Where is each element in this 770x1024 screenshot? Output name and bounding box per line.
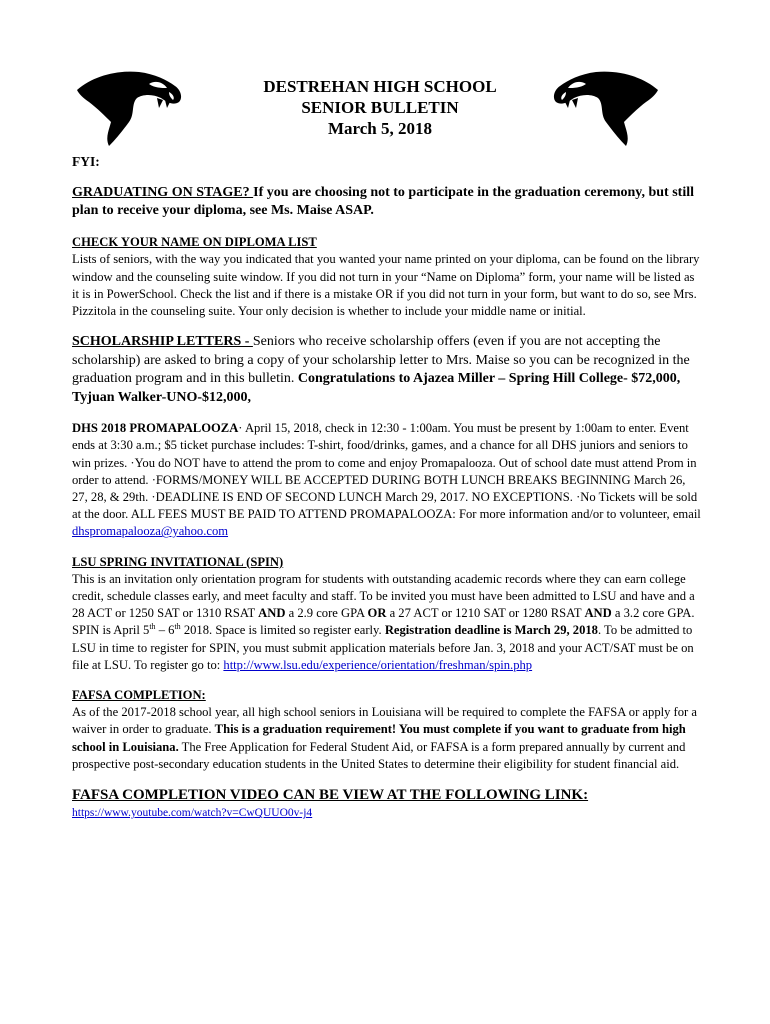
panther-logo-right bbox=[550, 68, 660, 148]
fafsa-video-link[interactable]: https://www.youtube.com/watch?v=CwQUUO0v-j4 bbox=[72, 807, 313, 820]
prom-text: · April 15, 2018, check in 12:30 - 1:00am. You must be present by 1:00am to enter. Event ends at 3:30 a.m.; $5 ticket purchase includes: T-shirt, food/drinks, games, and a chance for all DHS juniors and seniors to win prizes. ·You do NOT have to attend the prom to come and enjoy Promapalooza. Out of school date must attend Prom in order to attend. ·FORMS/MONEY WILL BE ACCEPTED DURING BOTH LUNCH BREAKS BEGINNING March 26, 27, 28, & 29th. ·DEADLINE IS END OF SECOND LUNCH March 29, 2017. NO EXCEPTIONS. ·No Tickets will be sold at the door. ALL FEES MUST BE PAID TO ATTEND PROMAPALOOZA: For more information and/or to volunteer, email bbox=[72, 421, 701, 522]
bulletin-header bbox=[230, 76, 530, 139]
fafsa-text-2: The Free Application for Federal Student Aid, or FAFSA is a form prepared annually by current and prospective post-secondary education students in the United States to determine their eligibility for student financial aid. bbox=[72, 739, 686, 771]
fafsa-heading: FAFSA COMPLETION: bbox=[72, 688, 206, 703]
graduating-section bbox=[72, 184, 702, 220]
lsu-text-6: 2018. Space is limited so register early. bbox=[180, 623, 385, 638]
fyi-label: FYI: bbox=[72, 154, 100, 169]
lsu-text-4: a 3.2 core GPA. SPIN is April 5 bbox=[72, 606, 695, 638]
lsu-and-2: AND bbox=[584, 606, 612, 621]
scholarship-heading: SCHOLARSHIP LETTERS - bbox=[72, 334, 253, 350]
fafsa-video-heading: FAFSA COMPLETION VIDEO CAN BE VIEW AT THE FOLLOWING LINK: bbox=[72, 787, 589, 804]
diploma-text: Lists of seniors, with the way you indicated that you wanted your name printed on your diploma, can be found on the library window and the counseling suite window. If you did not turn in your “Name on Diploma” form, your name will be listed as it is in PowerSchool. Check the list and if there is a mistake OR if you did not turn in your form, but want to do so, see Mrs. Pizzitola in the counseling suite. Your only decision is whether to include your middle name or initial. bbox=[72, 252, 700, 319]
prom-section bbox=[72, 420, 702, 540]
lsu-text-3: a 27 ACT or 1210 SAT or 1280 RSAT bbox=[386, 606, 585, 621]
lsu-text-7: . To be admitted to LSU in time to register for SPIN, you must submit application materials before Jan. 3, 2018 and your ACT/SAT must be on file at LSU. To register go to: bbox=[72, 623, 694, 672]
scholarship-section bbox=[72, 333, 702, 407]
scholarship-congrats: Congratulations to Ajazea Miller – Spring Hill College- $72,000, Tyjuan Walker-UNO-$12,000, bbox=[72, 371, 681, 405]
lsu-deadline: Registration deadline is March 29, 2018 bbox=[384, 623, 598, 638]
graduating-text: If you are choosing not to participate in the graduation ceremony, but still plan to receive your diploma, see Ms. Maise ASAP. bbox=[72, 185, 695, 219]
lsu-text-5: – 6 bbox=[155, 623, 175, 638]
lsu-or: OR bbox=[367, 606, 387, 621]
fafsa-requirement: This is a graduation requirement! You must complete if you want to graduate from high school in Louisiana. bbox=[72, 722, 686, 754]
bulletin-title: SENIOR BULLETIN bbox=[301, 98, 459, 117]
lsu-text bbox=[72, 571, 702, 674]
scholarship-text: Seniors who receive scholarship offers (even if you are not accepting the scholarship) are asked to bring a copy of your scholarship letter to Mrs. Maise so you can be recognized in the graduation program and in this bulletin. bbox=[72, 334, 690, 387]
lsu-sup-2: th bbox=[174, 622, 181, 632]
diploma-heading: CHECK YOUR NAME ON DIPLOMA LIST bbox=[72, 235, 317, 250]
prom-heading: DHS 2018 PROMAPALOOZA bbox=[72, 421, 239, 436]
school-name: DESTREHAN HIGH SCHOOL bbox=[263, 77, 497, 96]
prom-email-link[interactable]: dhspromapalooza@yahoo.com bbox=[72, 524, 229, 539]
lsu-and-1: AND bbox=[258, 606, 286, 621]
lsu-spin-link[interactable]: http://www.lsu.edu/experience/orientation/freshman/spin.php bbox=[223, 657, 533, 672]
fafsa-text bbox=[72, 704, 702, 773]
lsu-sup-1: th bbox=[149, 622, 156, 632]
lsu-text-2: a 2.9 core GPA bbox=[285, 606, 368, 621]
graduating-heading: GRADUATING ON STAGE? bbox=[72, 185, 254, 201]
bulletin-content bbox=[72, 153, 702, 822]
lsu-heading: LSU SPRING INVITATIONAL (SPIN) bbox=[72, 554, 284, 569]
lsu-text-1: This is an invitation only orientation program for students with outstanding academic records where they can earn college credit, schedule classes early, and meet faculty and staff. To be invited you must have been admitted to LSU and have and a 28 ACT or 1250 SAT or 1310 RSAT bbox=[72, 571, 695, 621]
fafsa-text-1: As of the 2017-2018 school year, all high school seniors in Louisiana will be required to complete the FAFSA or apply for a waiver in order to graduate. bbox=[72, 705, 697, 737]
panther-logo-left bbox=[75, 68, 185, 148]
bulletin-date: March 5, 2018 bbox=[327, 119, 433, 138]
